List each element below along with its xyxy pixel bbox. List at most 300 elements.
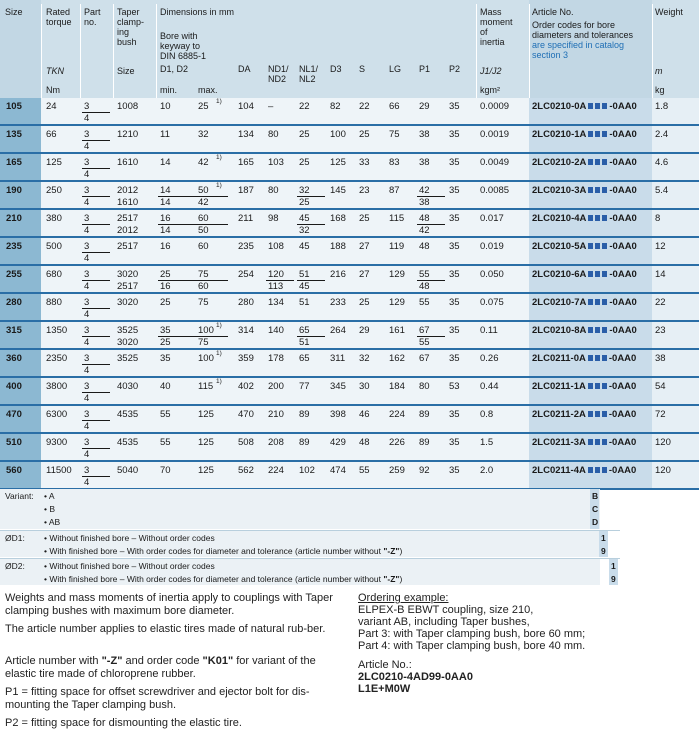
weight: 12	[655, 241, 666, 252]
variant-label: Variant:	[5, 491, 34, 501]
ordering-example-line: Part 4: with Taper clamping bush, bore 40 mm.	[358, 640, 586, 652]
placeholder-square-icon	[595, 383, 600, 389]
article-prefix: 2LC0210-1A	[532, 129, 587, 140]
header-dimensions: Dimensions in mm	[160, 7, 235, 17]
rated-torque: 3800	[46, 381, 68, 392]
note-p2: P2 = fitting space for dismounting the elastic tire.	[5, 717, 242, 729]
mass-moment-inertia: 0.0009	[480, 101, 510, 112]
part-divider-line	[82, 140, 110, 141]
part-divider-line	[417, 280, 445, 281]
article-suffix: -0AA0	[608, 465, 637, 476]
rated-torque: 11500	[46, 465, 72, 476]
d2-item: • Without finished bore – Without order codes	[44, 561, 215, 571]
mass-moment-inertia: 0.0049	[480, 157, 510, 168]
dimension-p2: 35	[449, 297, 460, 308]
dimension-d3: 474	[330, 465, 346, 476]
dimension-nl: 89	[299, 409, 310, 420]
table-row	[0, 434, 699, 462]
variant-band	[0, 489, 600, 529]
part-number: 4	[84, 337, 90, 348]
bore-max: 25	[198, 101, 209, 112]
taper-bush-size: 4030	[117, 381, 139, 392]
part-divider-line	[158, 196, 228, 197]
header-min: min.	[160, 85, 178, 95]
placeholder-square-icon	[602, 187, 607, 193]
placeholder-square-icon	[595, 467, 600, 473]
header-kgm2: kgm²	[480, 85, 500, 95]
placeholder-square-icon	[595, 411, 600, 417]
rated-torque: 500	[46, 241, 62, 252]
part-number: 3	[84, 353, 90, 364]
dimension-d3: 168	[330, 213, 346, 224]
table-row	[0, 406, 699, 434]
dimension-nl: 32	[299, 225, 310, 236]
table-row	[0, 462, 699, 490]
bore-max: 50	[198, 225, 209, 236]
dimension-lg: 129	[389, 269, 405, 280]
article-number	[532, 325, 637, 336]
part-divider-line	[82, 308, 110, 309]
placeholder-square-icon	[595, 243, 600, 249]
coupling-size: 190	[6, 185, 22, 196]
header-nl: NL1/ NL2	[299, 64, 319, 84]
dimension-p1: 42	[419, 225, 430, 236]
header-part-no: Part no.	[84, 7, 101, 27]
ordering-example-line: ELPEX-B EBWT coupling, size 210,	[358, 604, 534, 616]
footnote-wrap	[216, 323, 222, 334]
dimension-s: 22	[359, 101, 370, 112]
dimension-nd: 80	[268, 129, 279, 140]
part-number: 3	[84, 437, 90, 448]
taper-bush-size: 3525	[117, 325, 139, 336]
coupling-size: 105	[6, 101, 22, 112]
header-order-codes: Order codes for bore diameters and tolerances	[532, 20, 634, 40]
part-number: 4	[84, 197, 90, 208]
dimension-d3: 100	[330, 129, 346, 140]
header-divider	[652, 4, 653, 98]
article-number	[532, 129, 637, 140]
part-divider-line	[82, 196, 110, 197]
part-number: 4	[84, 309, 90, 320]
placeholder-square-icon	[602, 131, 607, 137]
bore-max: 50	[198, 185, 209, 196]
table-row	[0, 154, 699, 182]
weight: 72	[655, 409, 666, 420]
dimension-d3: 429	[330, 437, 346, 448]
part-number: 3	[84, 325, 90, 336]
placeholder-square-icon	[588, 411, 593, 417]
placeholder-square-icon	[595, 131, 600, 137]
article-prefix: 2LC0210-3A	[532, 185, 587, 196]
header-divider	[156, 4, 157, 98]
dimension-lg: 66	[389, 101, 400, 112]
header-divider	[529, 4, 530, 98]
dimension-nd: 140	[268, 325, 284, 336]
dimension-da: 470	[238, 409, 254, 420]
taper-bush-size: 1210	[117, 129, 139, 140]
dimension-nd: 134	[268, 297, 284, 308]
note-natural-rubber: The article number applies to elastic tires made of natural rub-ber.	[5, 623, 326, 635]
bore-min: 14	[160, 185, 171, 196]
dimension-p2: 35	[449, 437, 460, 448]
dimension-nl: 25	[299, 157, 310, 168]
article-prefix: 2LC0210-5A	[532, 241, 587, 252]
variant-code: B	[592, 491, 599, 501]
weight: 38	[655, 353, 666, 364]
d1-label: ØD1:	[5, 533, 25, 543]
article-number	[532, 381, 636, 392]
dimension-lg: 75	[389, 129, 400, 140]
weight: 8	[655, 213, 661, 224]
mass-moment-inertia: 0.017	[480, 213, 504, 224]
footnote-wrap	[216, 99, 222, 110]
part-divider-line	[297, 336, 325, 337]
article-number	[532, 185, 637, 196]
mass-moment-inertia: 0.11	[480, 325, 498, 336]
placeholder-square-icon	[588, 299, 593, 305]
note-chloroprene: Article number with "-Z" and order code "K01" for variant of the elastic tire made of chloroprene rubber.	[5, 655, 316, 680]
mass-moment-inertia: 0.44	[480, 381, 499, 392]
part-number: 4	[84, 421, 90, 432]
dimension-p1: 80	[419, 381, 430, 392]
mass-moment-inertia: 0.0019	[480, 129, 510, 140]
taper-bush-size: 2517	[117, 241, 139, 252]
bore-min: 14	[160, 157, 171, 168]
table-row	[0, 182, 699, 210]
article-prefix: 2LC0211-3A	[532, 437, 586, 448]
dimension-nd: 120	[268, 269, 284, 280]
bore-min: 14	[160, 225, 171, 236]
part-number: 3	[84, 269, 90, 280]
table-row	[0, 238, 699, 266]
article-number	[532, 297, 637, 308]
placeholder-square-icon	[588, 327, 593, 333]
ordering-example-line: variant AB, including Taper bushes,	[358, 616, 530, 628]
dimension-nd: 200	[268, 381, 284, 392]
dimension-nl: 89	[299, 437, 310, 448]
placeholder-square-icon	[588, 159, 593, 165]
rated-torque: 880	[46, 297, 62, 308]
part-divider-line	[82, 224, 110, 225]
placeholder-square-icon	[588, 215, 593, 221]
footnote-marker: 1)	[216, 181, 222, 189]
bore-min: 55	[160, 437, 171, 448]
article-suffix: -0AA0	[609, 129, 637, 140]
taper-bush-size: 3020	[117, 269, 139, 280]
dimension-p1: 29	[419, 101, 430, 112]
weight: 54	[655, 381, 666, 392]
dimension-d3: 398	[330, 409, 346, 420]
placeholder-square-icon	[588, 187, 593, 193]
bore-min: 55	[160, 409, 171, 420]
part-divider-line	[158, 224, 228, 225]
header-p2: P2	[449, 64, 461, 74]
dimension-lg: 115	[389, 213, 405, 224]
placeholder-square-icon	[588, 355, 593, 361]
article-suffix: -0AA0	[608, 409, 637, 420]
dimension-p1: 42	[419, 185, 430, 196]
bore-min: 11	[160, 129, 170, 140]
bore-min: 16	[160, 213, 171, 224]
dimension-lg: 129	[389, 297, 405, 308]
dimension-s: 29	[359, 325, 370, 336]
bore-min: 35	[160, 325, 171, 336]
header-catalog-ref: are specified in catalog section 3	[532, 40, 625, 60]
placeholder-square-icon	[588, 383, 593, 389]
coupling-size: 560	[6, 465, 22, 476]
dimension-p1: 38	[419, 129, 430, 140]
article-suffix: -0AA0	[609, 241, 637, 252]
taper-bush-size: 2517	[117, 281, 139, 292]
dimension-da: 562	[238, 465, 254, 476]
dimension-nd: 113	[268, 281, 284, 292]
footnote-marker: 1)	[216, 153, 222, 161]
d1-code: 9	[601, 546, 606, 556]
bore-min: 40	[160, 381, 171, 392]
article-number	[532, 465, 636, 476]
taper-bush-size: 1008	[117, 101, 139, 112]
mass-moment-inertia: 0.075	[480, 297, 504, 308]
placeholder-square-icon	[595, 355, 600, 361]
header-p1: P1	[419, 64, 431, 74]
weight: 5.4	[655, 185, 669, 196]
dimension-d3: 264	[330, 325, 346, 336]
bore-max: 75	[198, 269, 209, 280]
mass-moment-inertia: 0.26	[480, 353, 499, 364]
weight: 23	[655, 325, 666, 336]
placeholder-square-icon	[602, 383, 607, 389]
dimension-p1: 92	[419, 465, 430, 476]
dimension-d3: 125	[330, 157, 346, 168]
dimension-da: 402	[238, 381, 254, 392]
bore-min: 14	[160, 197, 171, 208]
taper-bush-size: 1610	[117, 197, 139, 208]
part-number: 4	[84, 393, 90, 404]
article-suffix: -0AA0	[609, 325, 637, 336]
dimension-p1: 48	[419, 241, 430, 252]
part-divider-line	[82, 392, 110, 393]
dimension-lg: 184	[389, 381, 405, 392]
variant-code: C	[592, 504, 599, 514]
dimension-p1: 89	[419, 437, 430, 448]
table-row	[0, 126, 699, 154]
placeholder-square-icon	[588, 271, 593, 277]
bore-max: 42	[198, 197, 209, 208]
article-suffix: -0AA0	[609, 101, 637, 112]
dimension-p2: 35	[449, 241, 460, 252]
part-number: 3	[84, 213, 90, 224]
header-da: DA	[238, 64, 251, 74]
header-max: max.	[198, 85, 218, 95]
header-taper-bush: Taper clamp- ing bush	[117, 7, 145, 47]
dimension-da: 235	[238, 241, 254, 252]
table-row	[0, 210, 699, 238]
part-number: 4	[84, 225, 90, 236]
dimension-da: 359	[238, 353, 254, 364]
part-number: 3	[84, 297, 90, 308]
weight: 4.6	[655, 157, 669, 168]
part-divider-line	[82, 336, 110, 337]
dimension-nd: 210	[268, 409, 284, 420]
weight: 2.4	[655, 129, 669, 140]
footnote-marker: 1)	[216, 321, 222, 329]
dimension-d3: 82	[330, 101, 341, 112]
dimension-d3: 345	[330, 381, 346, 392]
taper-bush-size: 3020	[117, 337, 139, 348]
table-row	[0, 378, 699, 406]
part-number: 4	[84, 141, 90, 152]
note-p1: P1 = fitting space for offset screwdriver and ejector bolt for dis-mounting the Taper clamping bush.	[5, 686, 310, 711]
bore-max: 125	[198, 409, 214, 420]
header-inertia: Mass moment of inertia	[480, 7, 513, 47]
rated-torque: 680	[46, 269, 62, 280]
article-suffix: -0AA0	[609, 213, 637, 224]
part-number: 3	[84, 185, 90, 196]
dimension-nd: –	[268, 101, 274, 112]
dimension-s: 25	[359, 213, 370, 224]
dimension-nd: 80	[268, 185, 279, 196]
part-number: 4	[84, 253, 90, 264]
placeholder-square-icon	[602, 215, 607, 221]
part-number: 3	[84, 241, 90, 252]
part-number: 4	[84, 113, 90, 124]
table-row	[0, 294, 699, 322]
dimension-nl: 45	[299, 281, 310, 292]
table-row	[0, 350, 699, 378]
part-divider-line	[82, 420, 110, 421]
placeholder-square-icon	[602, 439, 607, 445]
d2-code: 1	[611, 561, 616, 571]
article-number	[532, 101, 637, 112]
placeholder-square-icon	[602, 103, 607, 109]
bore-max: 42	[198, 157, 209, 168]
placeholder-square-icon	[588, 131, 593, 137]
dimension-p1: 67	[419, 353, 430, 364]
variant-code: D	[592, 517, 599, 527]
part-number: 3	[84, 157, 90, 168]
dimension-da: 165	[238, 157, 254, 168]
ordering-article-value: 2LC0210-4AD99-0AA0	[358, 671, 473, 683]
dimension-d3: 145	[330, 185, 346, 196]
footnote-wrap	[216, 155, 222, 166]
part-divider-line	[82, 112, 110, 113]
dimension-lg: 83	[389, 157, 400, 168]
bore-min: 25	[160, 297, 171, 308]
mass-moment-inertia: 0.0085	[480, 185, 510, 196]
d2-label: ØD2:	[5, 561, 25, 571]
dimension-lg: 87	[389, 185, 400, 196]
dimension-s: 27	[359, 269, 370, 280]
dimension-nd: 98	[268, 213, 279, 224]
dimension-p1: 38	[419, 197, 430, 208]
part-number: 3	[84, 101, 90, 112]
dimension-da: 280	[238, 297, 254, 308]
dimension-nd: 108	[268, 241, 284, 252]
weight: 120	[655, 465, 671, 476]
dimension-p2: 35	[449, 129, 460, 140]
header-kg: kg	[655, 85, 665, 95]
coupling-size: 165	[6, 157, 22, 168]
dimension-p2: 35	[449, 185, 460, 196]
dimension-da: 134	[238, 129, 254, 140]
rated-torque: 2350	[46, 353, 68, 364]
part-divider-line	[82, 448, 110, 449]
article-prefix: 2LC0210-0A	[532, 101, 587, 112]
part-number: 3	[84, 381, 90, 392]
dimension-da: 314	[238, 325, 254, 336]
dimension-s: 32	[359, 353, 370, 364]
part-number: 4	[84, 169, 90, 180]
part-divider-line	[82, 168, 110, 169]
dimension-da: 254	[238, 269, 254, 280]
placeholder-square-icon	[602, 159, 607, 165]
part-divider-line	[158, 336, 228, 337]
placeholder-square-icon	[602, 467, 607, 473]
header-rated-torque: Rated torque	[46, 7, 72, 27]
dimension-s: 30	[359, 381, 370, 392]
rated-torque: 125	[46, 157, 62, 168]
header-lg: LG	[389, 64, 402, 74]
header-bore-keyway: Bore with keyway to DIN 6885-1	[160, 31, 207, 61]
bore-max: 100	[198, 325, 214, 336]
dimension-da: 508	[238, 437, 254, 448]
d1-item: • With finished bore – With order codes for diameter and tolerance (article number without "-Z")	[44, 546, 403, 556]
part-divider-line	[417, 224, 445, 225]
dimension-nl: 102	[299, 465, 315, 476]
placeholder-square-icon	[595, 215, 600, 221]
rated-torque: 6300	[46, 409, 68, 420]
dimension-d3: 233	[330, 297, 346, 308]
dimension-nl: 25	[299, 129, 310, 140]
article-prefix: 2LC0210-7A	[532, 297, 587, 308]
dimension-lg: 226	[389, 437, 405, 448]
dimension-s: 55	[359, 465, 370, 476]
taper-bush-size: 2012	[117, 225, 139, 236]
dimension-p1: 55	[419, 269, 430, 280]
header-d1d2: D1, D2	[160, 64, 189, 74]
dimension-p2: 35	[449, 101, 460, 112]
taper-bush-size: 2012	[117, 185, 139, 196]
weight: 14	[655, 269, 666, 280]
taper-bush-size: 3020	[117, 297, 139, 308]
dimension-d3: 216	[330, 269, 346, 280]
article-number	[532, 353, 636, 364]
placeholder-square-icon	[595, 159, 600, 165]
header-size: Size	[5, 7, 23, 17]
header-divider	[80, 4, 81, 98]
dimension-da: 211	[238, 213, 254, 224]
header-divider	[476, 4, 477, 98]
article-number	[532, 269, 637, 280]
ordering-article-label: Article No.:	[358, 659, 412, 671]
dimension-p1: 48	[419, 281, 430, 292]
header-nm: Nm	[46, 85, 60, 95]
article-prefix: 2LC0211-0A	[532, 353, 586, 364]
coupling-size: 510	[6, 437, 22, 448]
dimension-da: 104	[238, 101, 254, 112]
coupling-size: 210	[6, 213, 22, 224]
bore-max: 125	[198, 465, 214, 476]
footnote-wrap	[216, 379, 222, 390]
coupling-size: 255	[6, 269, 22, 280]
bore-max: 75	[198, 297, 209, 308]
bore-min: 70	[160, 465, 171, 476]
rated-torque: 24	[46, 101, 57, 112]
header-tkn: TKN	[46, 66, 64, 76]
coupling-size: 315	[6, 325, 22, 336]
bore-min: 16	[160, 241, 171, 252]
coupling-size: 470	[6, 409, 22, 420]
